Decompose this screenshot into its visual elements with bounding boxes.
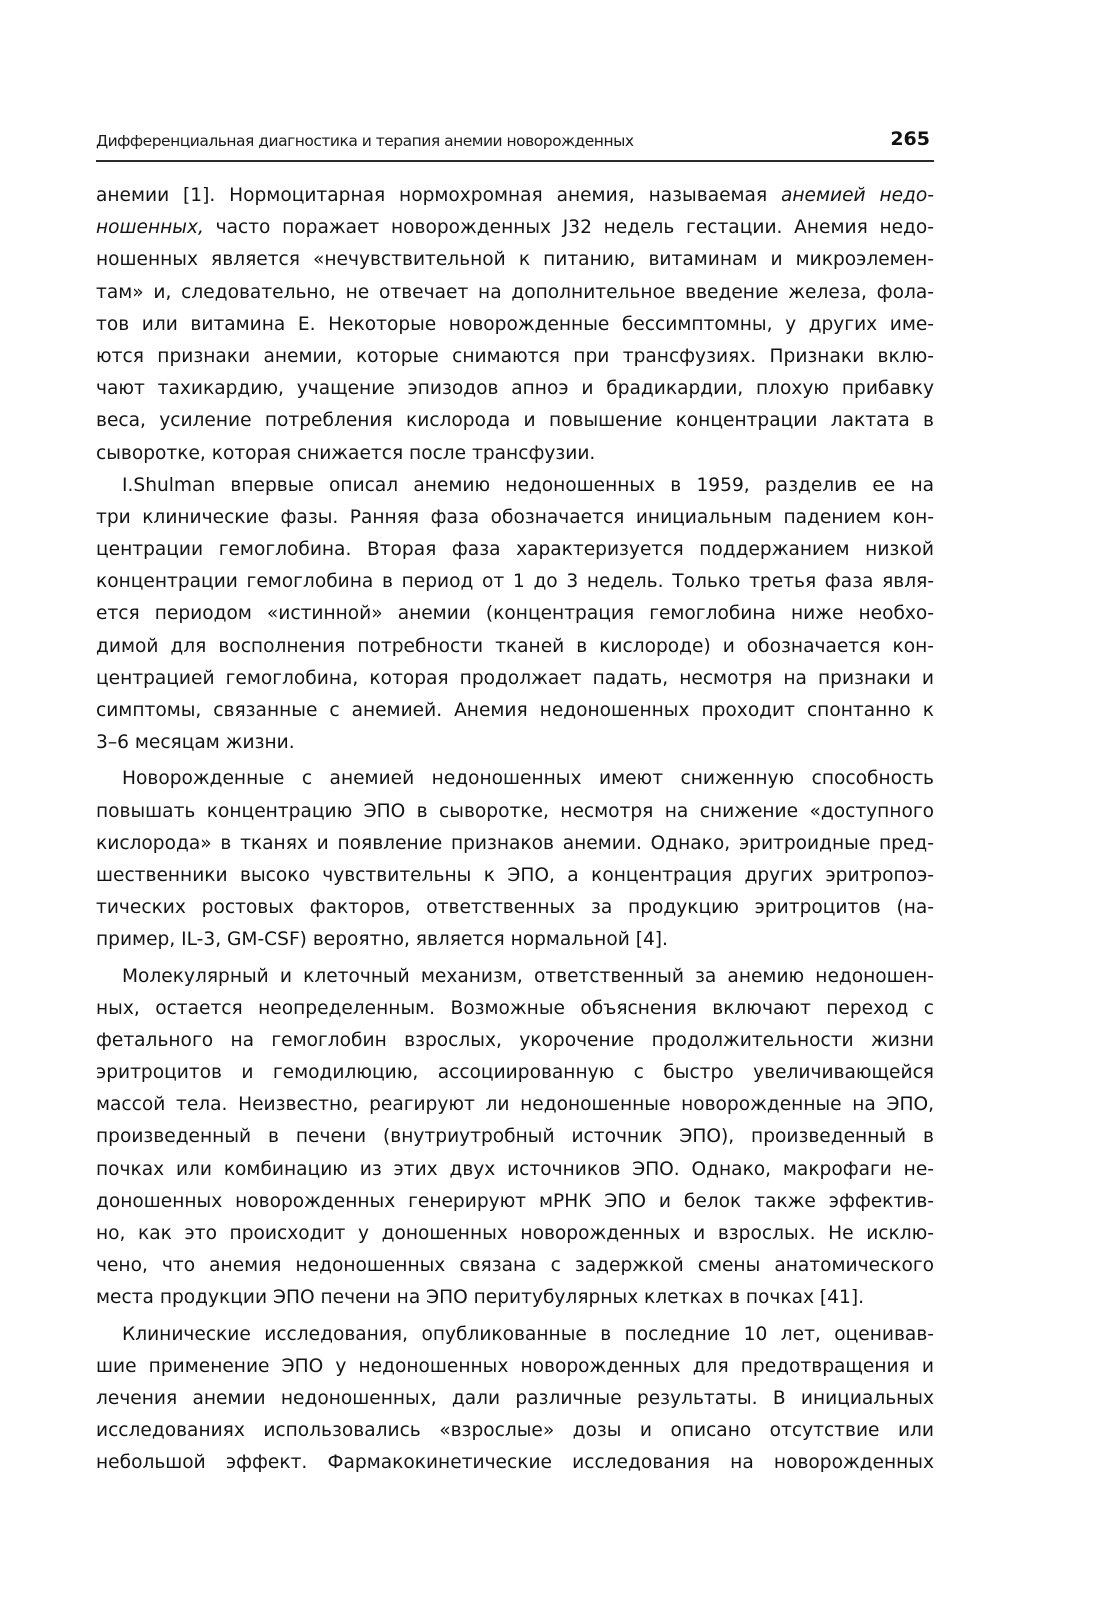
text-line: шественники высоко чувствительны к ЭПО, а концентрация других эритропоэ- (96, 864, 934, 886)
text-line: I.Shulman впервые описал анемию недоношенных в 1959, разделив ее на (122, 474, 934, 496)
italic-term: ношенных, (96, 217, 204, 239)
text-line: веса, усиление потребления кислорода и повышение концентрации лактата в (96, 410, 934, 432)
text-line: ношенных, часто поражает новорожденных J32 недель гестации. Анемия недо- (96, 217, 934, 239)
text-line: анемии [1]. Нормоцитарная нормохромная анемия, называемая анемией недо- (96, 185, 934, 206)
paragraph-3 (96, 763, 934, 956)
text-line: чают тахикардию, учащение эпизодов апноэ и брадикардии, плохую прибавку (96, 378, 934, 400)
text-line: но, как это происходит у доношенных новорожденных и взрослых. Не исклю- (96, 1223, 934, 1244)
text-line: ных, остается неопределенным. Возможные объяснения включают переход с (96, 997, 934, 1019)
text-line: фетального на гемоглобин взрослых, укорочение продолжительности жизни (96, 1029, 934, 1051)
text-line: концентрации гемоглобина в период от 1 до 3 недель. Только третья фаза явля- (96, 571, 934, 593)
paragraph-5 (96, 1319, 934, 1480)
text-line: чено, что анемия недоношенных связана с задержкой смены анатомического (96, 1255, 934, 1277)
text-line: почках или комбинацию из этих двух источников ЭПО. Однако, макрофаги не- (96, 1158, 934, 1180)
text-line: ются признаки анемии, которые снимаются при трансфузиях. Признаки вклю- (96, 345, 934, 367)
text-line: массой тела. Неизвестно, реагируют ли недоношенные новорожденные на ЭПО, (96, 1094, 934, 1116)
text-line: 3–6 месяцам жизни. (96, 732, 295, 754)
text-line: исследованиях использовались «взрослые» дозы и описано отсутствие или (96, 1420, 934, 1442)
text-line: доношенных новорожденных генерируют мРНК ЭПО и белок также эффектив- (96, 1190, 934, 1212)
header-rule (96, 160, 934, 162)
text-line: симптомы, связанные с анемией. Анемия недоношенных проходит спонтанно к (96, 700, 934, 721)
text-line: места продукции ЭПО печени на ЭПО перитубулярных клетках в почках [41]. (96, 1287, 864, 1309)
text-line: ношенных является «нечувствительной к питанию, витаминам и микроэлемен- (96, 249, 934, 271)
text-line: произведенный в печени (внутриутробный источник ЭПО), произведенный в (96, 1126, 934, 1148)
text-line: сыворотке, которая снижается после трансфузии. (96, 442, 596, 464)
text-line: Клинические исследования, опубликованные в последние 10 лет, оценивав- (122, 1323, 934, 1345)
body-text (96, 180, 934, 1480)
paragraph-2 (96, 470, 934, 760)
paragraph-1 (96, 180, 934, 470)
text-line: Молекулярный и клеточный механизм, ответственный за анемию недоношен- (122, 965, 934, 987)
text-line: центрацией гемоглобина, которая продолжает падать, несмотря на признаки и (96, 667, 934, 689)
text-line: лечения анемии недоношенных, дали различные результаты. В инициальных (96, 1387, 934, 1409)
text-line: димой для восполнения потребности тканей в кислороде) и обозначается кон- (96, 635, 934, 657)
text-line: повышать концентрацию ЭПО в сыворотке, несмотря на снижение «доступного (96, 800, 934, 822)
text-line: там» и, следовательно, не отвечает на дополнительное введение железа, фола- (96, 281, 934, 303)
italic-term: анемией недо- (780, 185, 934, 206)
text-line: центрации гемоглобина. Вторая фаза характеризуется поддержанием низкой (96, 539, 934, 561)
text-line: тов или витамина Е. Некоторые новорожденные бессимптомны, у других име- (96, 313, 934, 335)
text-line: пример, IL-3, GM-CSF) вероятно, является нормальной [4]. (96, 929, 668, 951)
text-line: шие применение ЭПО у недоношенных новорожденных для предотвращения и (96, 1355, 934, 1377)
text-line: три клинические фазы. Ранняя фаза обозначается инициальным падением кон- (96, 506, 934, 528)
text-line: ется периодом «истинной» анемии (концентрация гемоглобина ниже необхо- (96, 603, 934, 625)
text-line: небольшой эффект. Фармакокинетические исследования на новорожденных (96, 1452, 934, 1474)
running-head (96, 128, 932, 154)
text-line: кислорода» в тканях и появление признаков анемии. Однако, эритроидные пред- (96, 832, 934, 854)
text-line: эритроцитов и гемодилюцию, ассоциированную с быстро увеличивающейся (96, 1062, 934, 1084)
text-line: Новорожденные с анемией недоношенных имеют сниженную способность (122, 768, 934, 790)
page-number: 265 (890, 128, 930, 150)
text-line: тических ростовых факторов, ответственных за продукцию эритроцитов (на- (96, 897, 934, 919)
running-title: Дифференциальная диагностика и терапия анемии новорожденных (96, 132, 634, 150)
paragraph-4 (96, 961, 934, 1315)
